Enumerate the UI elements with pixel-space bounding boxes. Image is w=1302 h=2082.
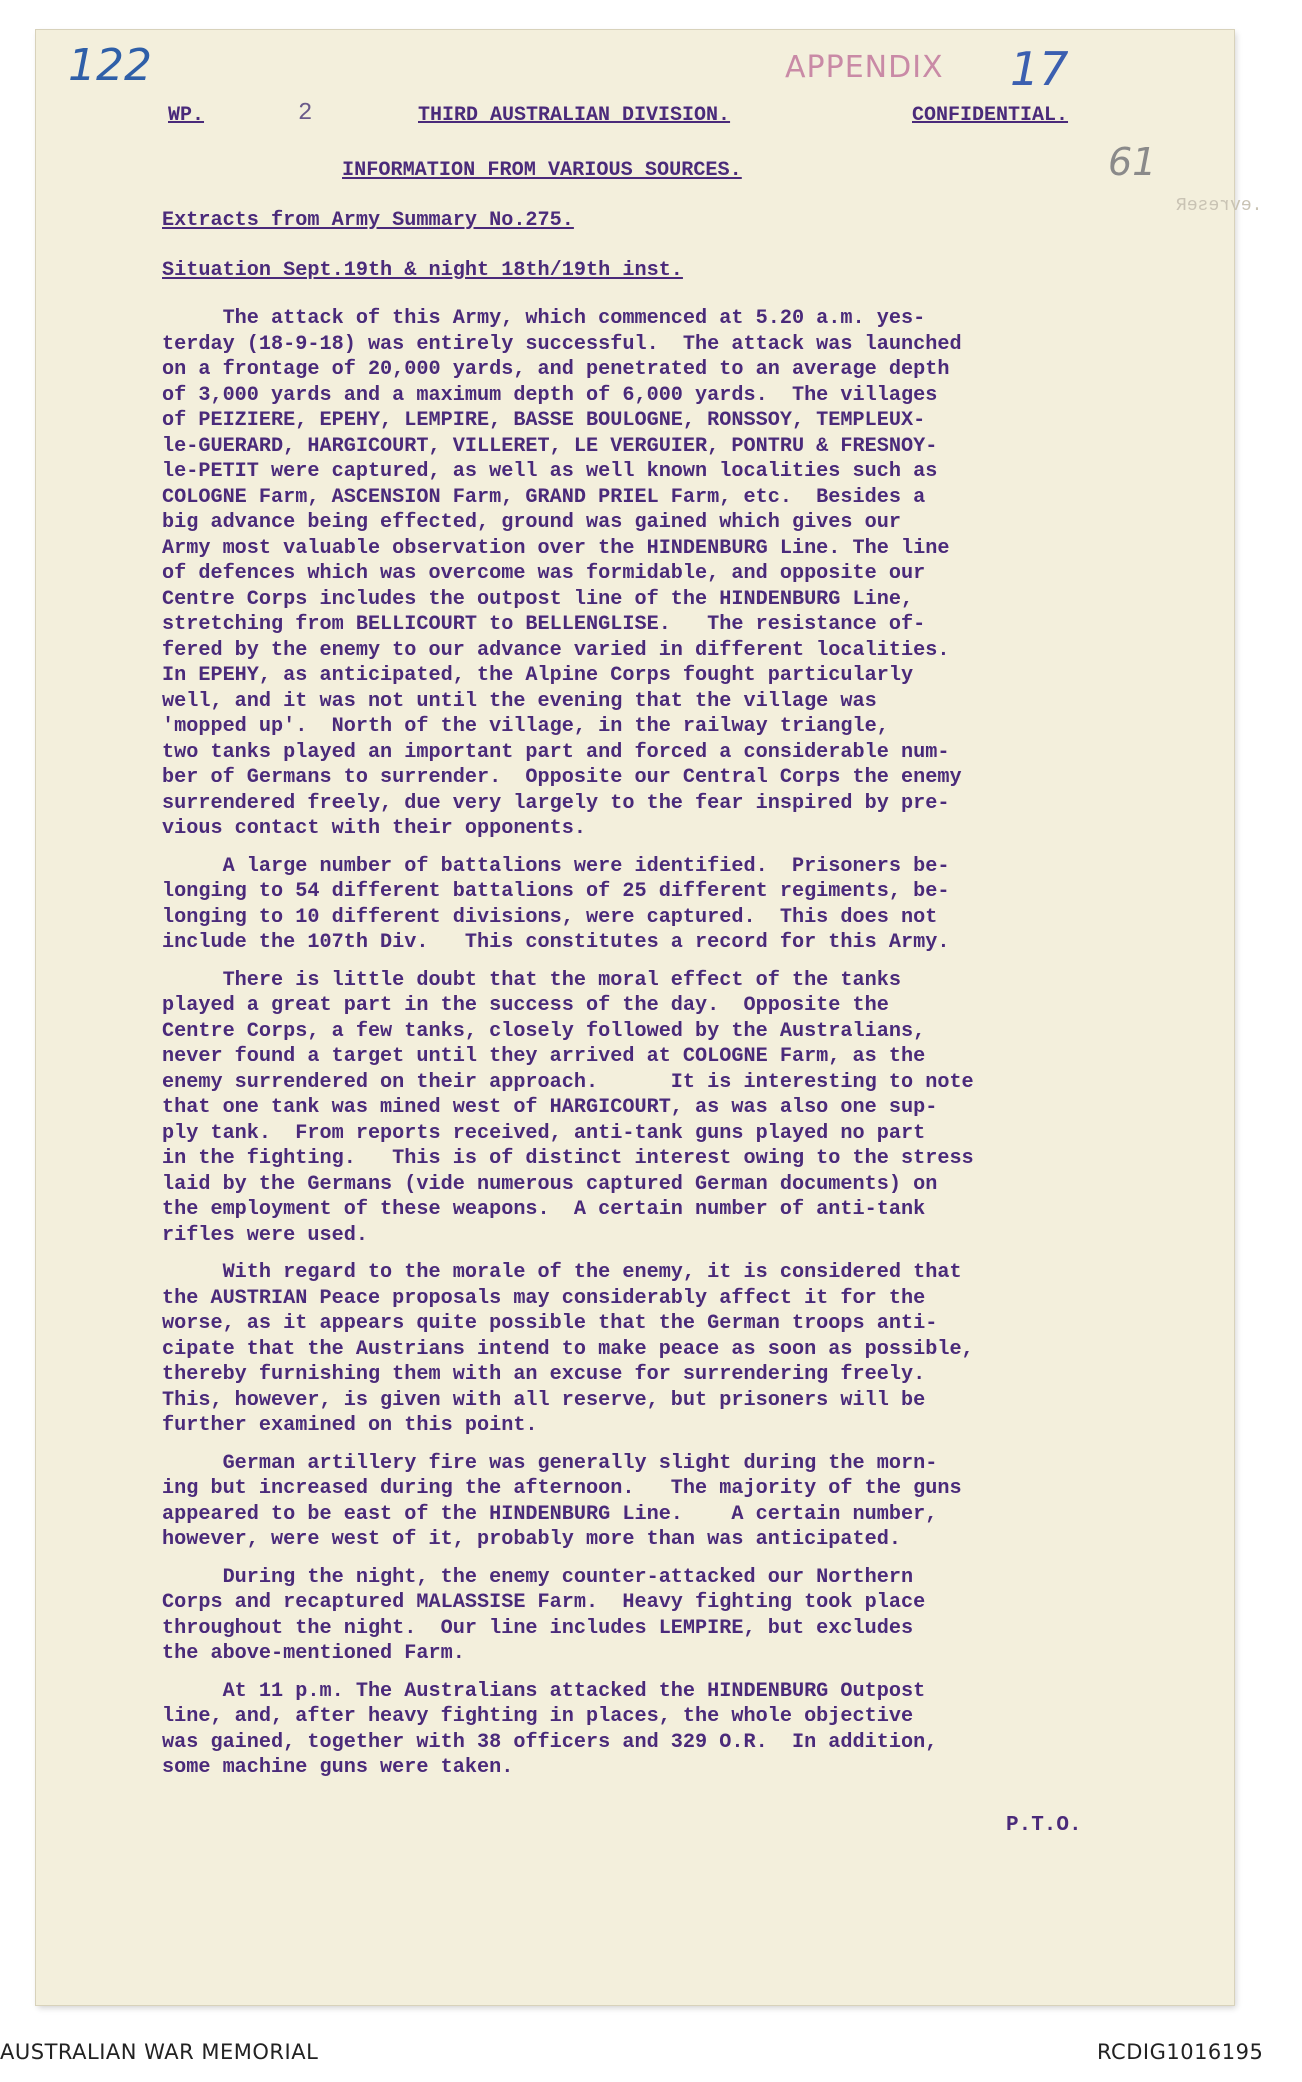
text-line: the employment of these weapons. A certain number of anti-tank <box>162 1198 926 1221</box>
header-left: WP. <box>168 104 205 127</box>
document-body <box>162 306 1162 1781</box>
text-line: laid by the Germans (vide numerous captured German documents) on <box>162 1172 938 1196</box>
text-line: was gained, together with 38 officers and 329 O.R. In addition, <box>162 1730 938 1754</box>
text-line: stretching from BELLICOURT to BELLENGLISE. The resistance of- <box>162 613 926 636</box>
text-line: With regard to the morale of the enemy, it is considered that <box>162 1261 962 1284</box>
text-line: appeared to be east of the HINDENBURG Line. A certain number, <box>162 1502 938 1526</box>
text-line: thereby furnishing them with an excuse for surrendering freely. <box>162 1363 926 1386</box>
text-line: The attack of this Army, which commenced at 5.20 a.m. yes- <box>162 307 926 330</box>
text-line: fered by the enemy to our advance varied in different localities. <box>162 638 950 662</box>
text-line: line, and, after heavy fighting in places, the whole objective <box>162 1705 914 1728</box>
text-line: This, however, is given with all reserve, but prisoners will be <box>162 1388 926 1412</box>
appendix-number: 17 <box>1010 42 1069 96</box>
text-line: enemy surrendered on their approach. It is interesting to note <box>162 1070 974 1094</box>
paragraph <box>162 1565 1162 1667</box>
text-line: vious contact with their opponents. <box>162 817 587 840</box>
header-confidential: CONFIDENTIAL. <box>912 104 1069 127</box>
subtitle-summary: Extracts from Army Summary No.275. <box>162 209 574 232</box>
text-line: Centre Corps, a few tanks, closely followed by the Australians, <box>162 1019 926 1043</box>
text-line: le-PETIT were captured, as well as well known localities such as <box>162 460 938 483</box>
text-line: big advance being effected, ground was gained which gives our <box>162 511 901 534</box>
paragraph <box>162 1451 1162 1553</box>
text-line: COLOGNE Farm, ASCENSION Farm, GRAND PRIEL Farm, etc. Besides a <box>162 485 926 509</box>
text-line: some machine guns were taken. <box>162 1756 514 1779</box>
text-line: in the fighting. This is of distinct interest owing to the stress <box>162 1147 974 1170</box>
text-line: throughout the night. Our line includes LEMPIRE, but excludes <box>162 1616 914 1640</box>
subtitle-situation: Situation Sept.19th & night 18th/19th inst. <box>162 259 683 282</box>
paragraph <box>162 854 1162 956</box>
text-line: Army most valuable observation over the HINDENBURG Line. The line <box>162 536 950 560</box>
text-line: further examined on this point. <box>162 1414 538 1437</box>
text-line: cipate that the Austrians intend to make peace as soon as possible, <box>162 1337 974 1361</box>
text-line: ber of Germans to surrender. Opposite our Central Corps the enemy <box>162 766 962 789</box>
text-line: In EPEHY, as anticipated, the Alpine Corps fought particularly <box>162 664 914 687</box>
text-line: During the night, the enemy counter-attacked our Northern <box>162 1565 914 1589</box>
text-line: worse, as it appears quite possible that the German troops anti- <box>162 1312 938 1335</box>
text-line: of defences which was overcome was formidable, and opposite our <box>162 562 926 585</box>
text-line: played a great part in the success of the day. Opposite the <box>162 994 889 1017</box>
text-line: longing to 10 different divisions, were captured. This does not <box>162 905 938 929</box>
text-line: A large number of battalions were identified. Prisoners be- <box>162 854 950 878</box>
appendix-stamp: APPENDIX <box>785 50 944 85</box>
text-line: 'mopped up'. North of the village, in the railway triangle, <box>162 715 889 738</box>
text-line: well, and it was not until the evening that the village was <box>162 689 877 713</box>
text-line: surrendered freely, due very largely to the fear inspired by pre- <box>162 791 950 815</box>
text-line: There is little doubt that the moral effect of the tanks <box>162 968 901 992</box>
text-line: of 3,000 yards and a maximum depth of 6,000 yards. The villages <box>162 383 938 407</box>
text-line: that one tank was mined west of HARGICOURT, as was also one sup- <box>162 1096 938 1119</box>
text-line: Corps and recaptured MALASSISE Farm. Heavy fighting took place <box>162 1591 926 1614</box>
paragraph <box>162 968 1162 1249</box>
text-line: le-GUERARD, HARGICOURT, VILLERET, LE VERGUIER, PONTRU & FRESNOY- <box>162 434 938 458</box>
text-line: longing to 54 different battalions of 25 different regiments, be- <box>162 880 950 903</box>
text-line: Centre Corps includes the outpost line of the HINDENBURG Line, <box>162 587 914 611</box>
text-line: however, were west of it, probably more than was anticipated. <box>162 1528 901 1551</box>
text-line: German artillery fire was generally slight during the morn- <box>162 1451 938 1475</box>
text-line: ing but increased during the afternoon. The majority of the guns <box>162 1477 962 1500</box>
text-line: include the 107th Div. This constitutes a record for this Army. <box>162 931 950 954</box>
document-title: INFORMATION FROM VARIOUS SOURCES. <box>342 159 742 182</box>
text-line: on a frontage of 20,000 yards, and penetrated to an average depth <box>162 358 950 381</box>
text-line: rifles were used. <box>162 1223 368 1247</box>
page-number: 2 <box>298 100 313 127</box>
pencil-number: 61 <box>1108 140 1157 184</box>
text-line: never found a target until they arrived at COLOGNE Farm, as the <box>162 1045 926 1068</box>
text-line: the above-mentioned Farm. <box>162 1642 465 1665</box>
text-line: ply tank. From reports received, anti-tank guns played no part <box>162 1121 926 1145</box>
pto-mark: P.T.O. <box>1006 1814 1082 1837</box>
paragraph <box>162 1260 1162 1439</box>
bleed-through-mark: .evreseR <box>1175 196 1262 216</box>
text-line: the AUSTRIAN Peace proposals may considerably affect it for the <box>162 1286 926 1310</box>
header-division: THIRD AUSTRALIAN DIVISION. <box>418 104 731 127</box>
handwritten-number: 122 <box>68 40 152 91</box>
footer-institution: AUSTRALIAN WAR MEMORIAL <box>0 2040 319 2064</box>
text-line: At 11 p.m. The Australians attacked the HINDENBURG Outpost <box>162 1679 926 1703</box>
text-line: of PEIZIERE, EPEHY, LEMPIRE, BASSE BOULOGNE, RONSSOY, TEMPLEUX- <box>162 409 926 432</box>
text-line: two tanks played an important part and forced a considerable num- <box>162 740 950 764</box>
paragraph <box>162 1679 1162 1781</box>
footer-record-id: RCDIG1016195 <box>1097 2040 1264 2064</box>
paragraph <box>162 306 1162 842</box>
text-line: terday (18-9-18) was entirely successful. The attack was launched <box>162 332 962 356</box>
